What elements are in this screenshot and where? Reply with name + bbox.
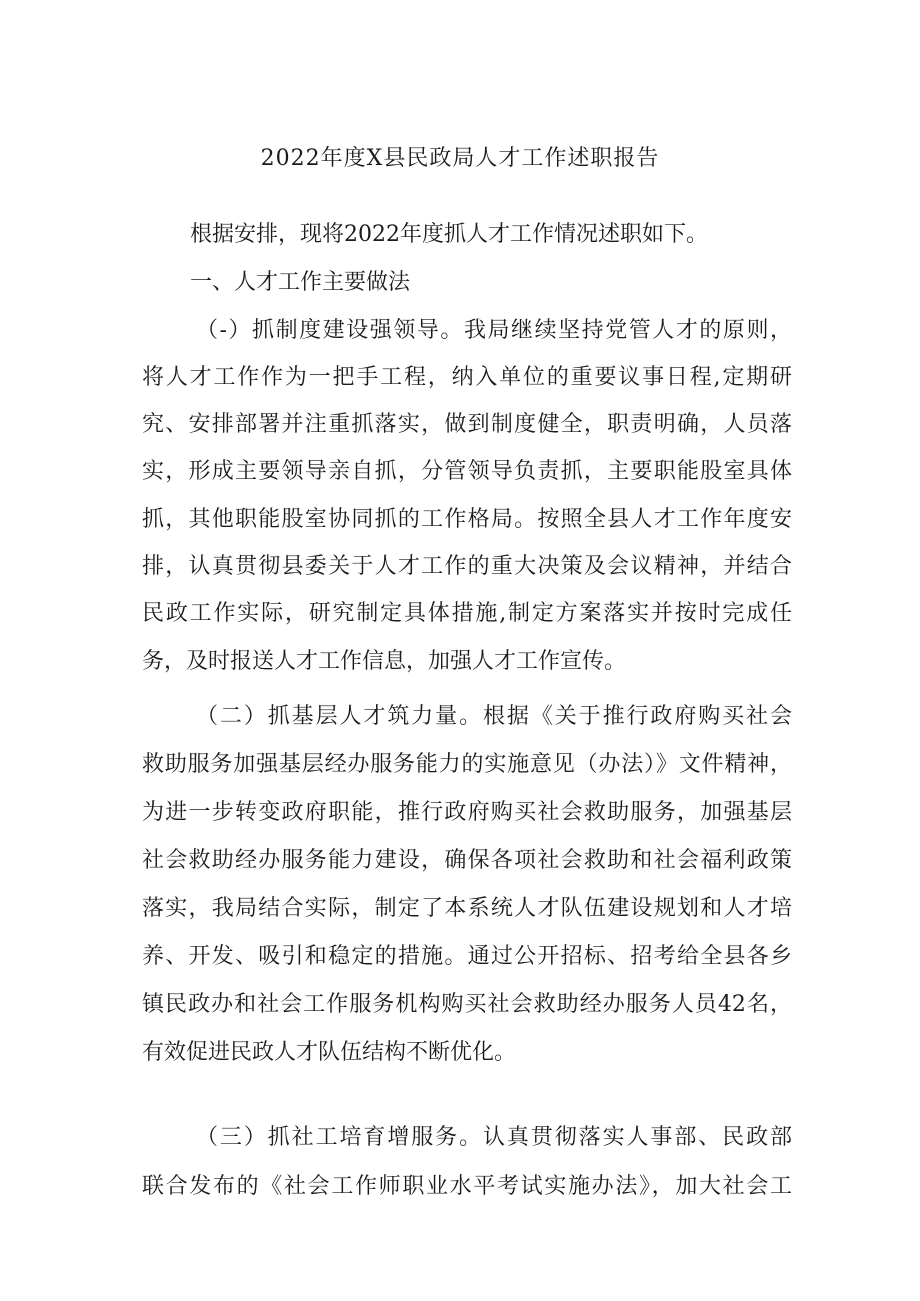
paragraph-line: 排，认真贯彻县委关于人才工作的重大决策及会议精神，并结合	[142, 554, 792, 579]
paragraph-line: 救助服务加强基层经办服务能力的实施意见（办法）》文件精神，	[142, 752, 792, 777]
paragraph-line: 民政工作实际，研究制定具体措施,制定方案落实并按时完成任	[142, 601, 792, 626]
paragraph-line: 务，及时报送人才工作信息，加强人才工作宣传。	[142, 649, 627, 674]
paragraph-line: 抓，其他职能股室协同抓的工作格局。按照全县人才工作年度安	[142, 507, 792, 532]
intro-paragraph: 根据安排，现将2022年度抓人才工作情况述职如下。	[190, 222, 708, 247]
paragraph-line: 为进一步转变政府职能，推行政府购买社会救助服务，加强基层	[142, 800, 792, 825]
paragraph-line: 社会救助经办服务能力建设，确保各项社会救助和社会福利政策	[142, 848, 792, 873]
paragraph-line: （三）抓社工培育增服务。认真贯彻落实人事部、民政部	[196, 1125, 792, 1150]
section-heading: 一、人才工作主要做法	[190, 270, 411, 295]
paragraph-line: （-）抓制度建设强领导。我局继续坚持党管人才的原则，	[196, 318, 792, 343]
paragraph-line: 究、安排部署并注重抓落实，做到制度健全，职责明确，人员落	[142, 412, 792, 437]
document-title: 2022年度X县民政局人才工作述职报告	[260, 146, 660, 171]
paragraph-line: 有效促进民政人才队伍结构不断优化。	[142, 1040, 517, 1065]
paragraph-line: 将人才工作作为一把手工程，纳入单位的重要议事日程,定期研	[142, 365, 792, 390]
paragraph-line: 落实，我局结合实际，制定了本系统人才队伍建设规划和人才培	[142, 896, 792, 921]
paragraph-line: （二）抓基层人才筑力量。根据《关于推行政府购买社会	[196, 704, 792, 729]
paragraph-line: 实，形成主要领导亲自抓，分管领导负责抓，主要职能股室具体	[142, 459, 792, 484]
paragraph-line: 联合发布的《社会工作师职业水平考试实施办法》，加大社会工	[142, 1174, 792, 1199]
paragraph-line: 养、开发、吸引和稳定的措施。通过公开招标、招考给全县各乡	[142, 944, 792, 969]
paragraph-line: 镇民政办和社会工作服务机构购买社会救助经办服务人员42名，	[142, 992, 792, 1017]
